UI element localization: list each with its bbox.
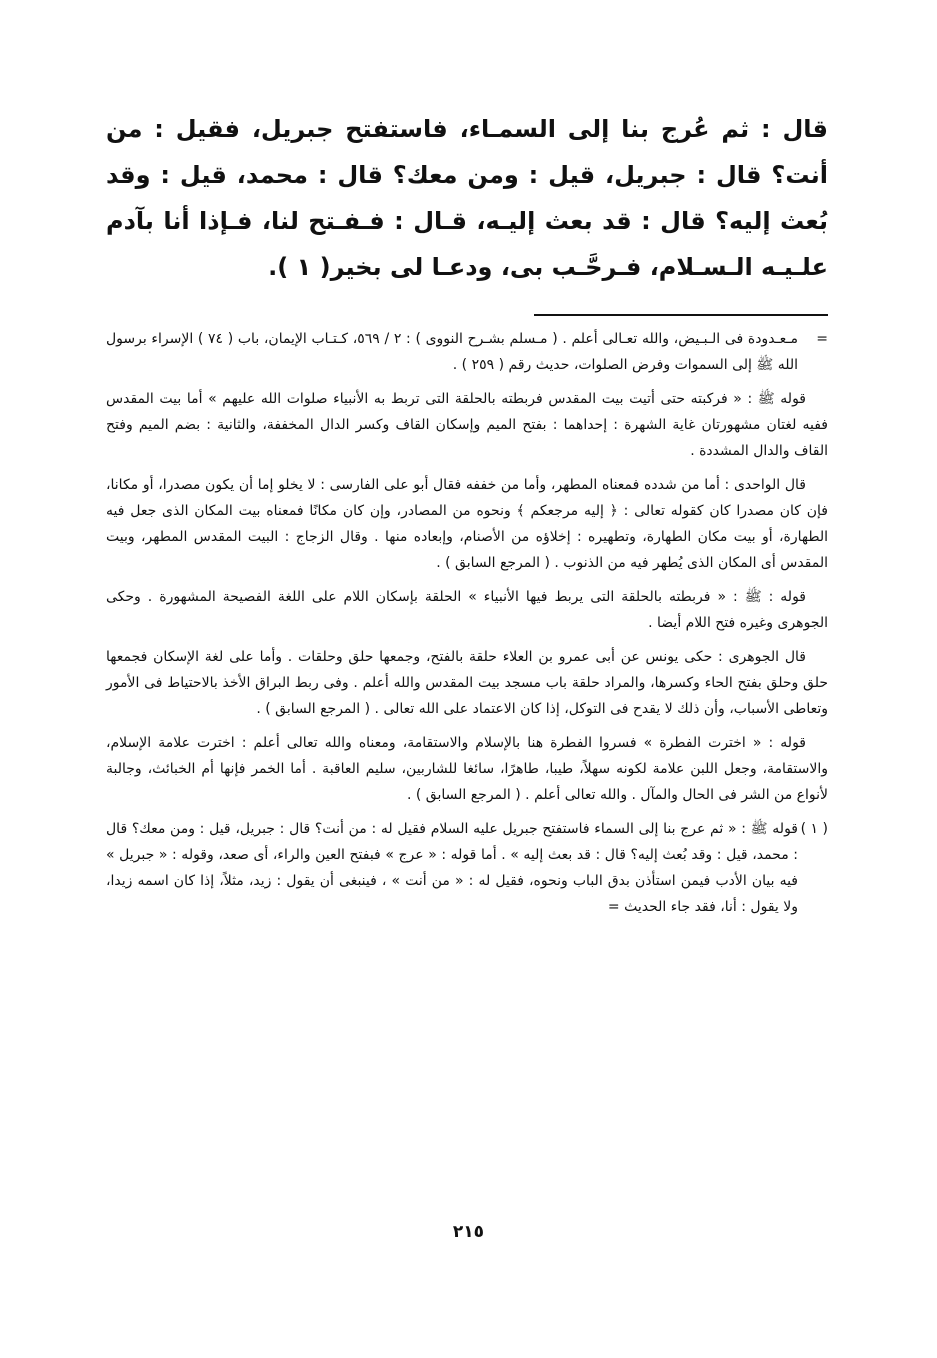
footnote-text: قوله ﷺ : « ثم عرج بنا إلى السماء فاستفتح جبريل عليه السلام فقيل له : من أنت؟ قال : جبريل، قيل : ومن معك؟ قال : محمد، قيل : وقد بُعث إليه؟ قال : قد بعث إليه » . أما قوله : « عرج » فبفتح العين والراء، أى صعد، وقوله : « جبريل » فيه بيان الأدب فيمن استأذن بدق الباب ونحوه، فقيل له : « من أنت » ، فينبغى أن يقول : زيد، مثلاً، إذا كان اسمه زيدا، ولا يقول : أنا، فقد جاء الحديث = — [106, 821, 798, 915]
page-number: ٢١٥ — [452, 1222, 485, 1242]
footnote-paragraph — [106, 584, 828, 636]
footnote-continuation — [106, 326, 828, 378]
footnote-paragraph — [106, 472, 828, 576]
footnote-text: قال الواحدى : أما من شدده فمعناه المطهر، وأما من خففه فقال أبو على الفارسى : لا يخلو إما أن يكون مصدرا، أو مكانا، فإن كان مصدرا كان كقوله تعالى : ﴿ إليه مرجعكم ﴾ ونحوه من المصادر، وإن كان مكانًا فمعناه بيت المكان الذى جعل فيه الطهارة، أو بيت مكان الطهارة، وتطهيره : إخلاؤه من الأصنام، وإبعاده منها . وقال الزجاج : البيت المقدس المطهر، وبيت المقدس أى المكان الذى يُطهر فيه من الذنوب . ( المرجع السابق ) . — [106, 477, 828, 571]
main-paragraph: قال : ثم عُرج بنا إلى السمـاء، فاستفتح جبريل، فقيل : من أنت؟ قال : جبريل، قيل : ومن معك؟ قال : محمد، قيل : وقد بُعث إليه؟ قال : قد بعث إليـه، قـال : فـفـتح لنا، فـإذا أنا بآدم علـيـه الـسـلام، فـرحَّـب بى، ودعـا لى بخير( ١ ). — [106, 115, 828, 281]
footnote-paragraph — [106, 644, 828, 722]
footnote-text: قوله : « اخترت الفطرة » فسروا الفطرة هنا بالإسلام والاستقامة، ومعناه والله تعالى أعلم : اخترت علامة الإسلام، والاستقامة، وجعل اللبن علامة لكونه سهلاً، طيبا، طاهرًا، سائغا للشاربين، سليم العاقبة . أما الخمر فإنها أم الخبائث، وجالبة لأنواع من الشر فى الحال والمآل . والله تعالى أعلم . ( المرجع السابق ) . — [106, 735, 828, 803]
footnote-text: مـعـدودة فى الـبـيض، والله تعـالى أعلم . ( مـسلم بشـرح النووى ) : ٢ / ٥٦٩، كـتـاب الإيمان، باب ( ٧٤ ) الإسراء برسول الله ﷺ إلى السموات وفرض الصلوات، حديث رقم ( ٢٥٩ ) . — [106, 331, 798, 373]
footnote-separator — [534, 314, 828, 316]
footnotes-block — [106, 326, 828, 928]
footnote-1 — [106, 816, 828, 920]
continuation-marker: = — [816, 331, 828, 347]
footnote-text: قال الجوهرى : حكى يونس عن أبى عمرو بن العلاء حلقة بالفتح، وجمعها حلق وحلقات . وأما على لغة الإسكان فجمعها حلق وحلق بفتح الحاء وكسرها، والمراد حلقة باب مسجد بيت المقدس والله أعلم . وفى ربط البراق الأخذ بالاحتياط فى الأمور وتعاطى الأسباب، وأن ذلك لا يقدح فى التوكل، إذا كان الاعتماد على الله تعالى . ( المرجع السابق ) . — [106, 649, 828, 717]
main-text-block — [106, 106, 828, 290]
footnote-text: قوله : ﷺ : « فربطته بالحلقة التى يربط فيها الأنبياء » الحلقة بإسكان اللام على اللغة الفصيحة المشهورة . وحكى الجوهرى وغيره فتح اللام أيضا . — [106, 589, 828, 631]
footnote-number: ( ١ ) — [800, 821, 828, 837]
footnote-text: قوله ﷺ : « فركبته حتى أتيت بيت المقدس فربطته بالحلقة التى تربط به الأنبياء صلوات الله عليهم » أما بيت المقدس ففيه لغتان مشهورتان غاية الشهرة : إحداهما : بفتح الميم وإسكان القاف وكسر الدال المخففة، والثانية : بضم الميم وفتح القاف والدال المشددة . — [106, 391, 828, 459]
footnote-paragraph — [106, 386, 828, 464]
footnote-paragraph — [106, 730, 828, 808]
